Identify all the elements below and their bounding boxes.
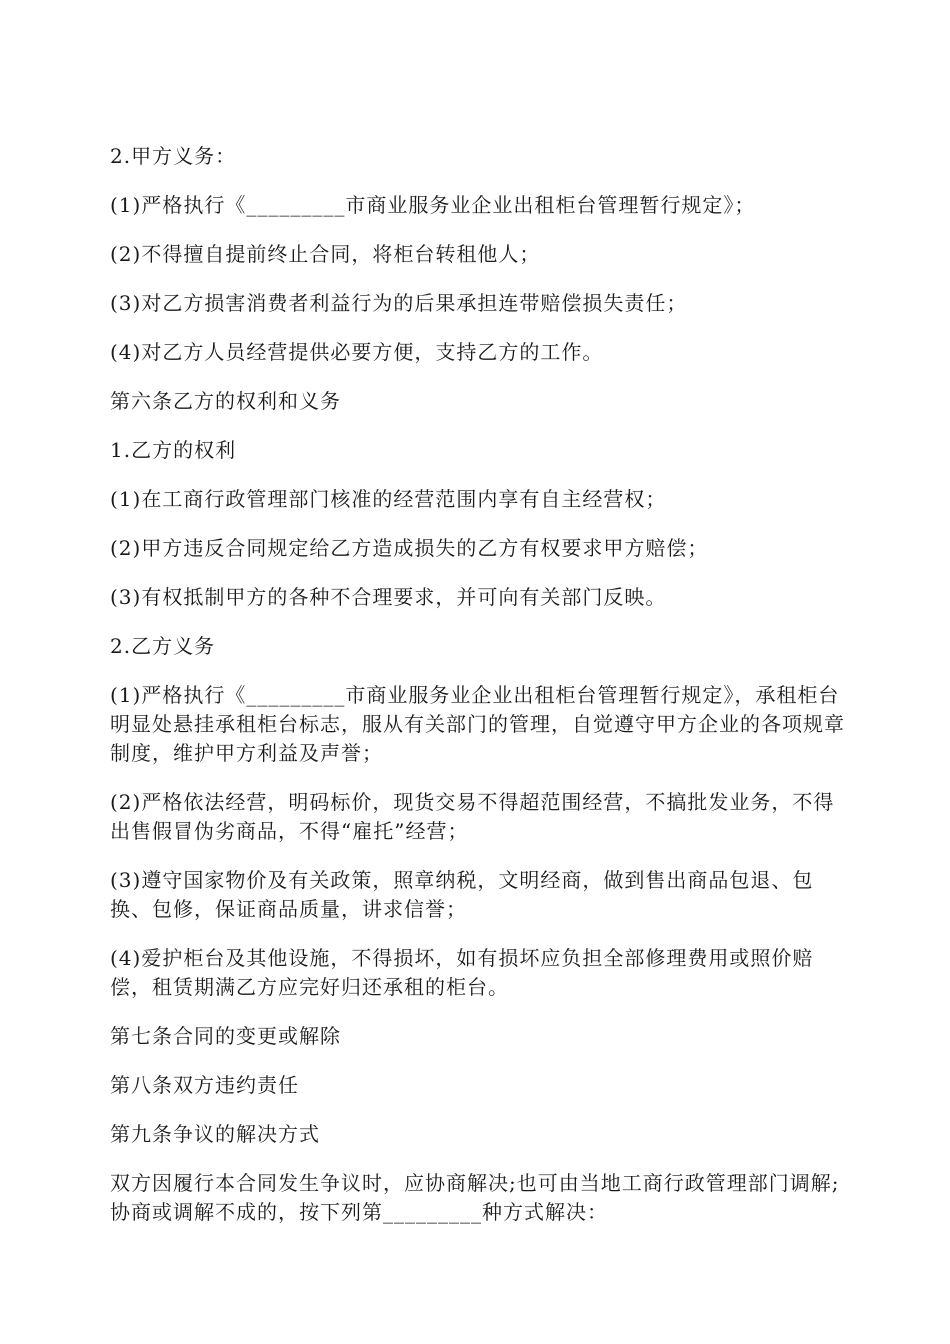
paragraph-dispute-resolution: 双方因履行本合同发生争议时，应协商解决;也可由当地工商行政管理部门调解;协商或调解不成的，按下列第_________种方式解决： [110, 1171, 840, 1224]
article-8-heading: 第八条双方违约责任 [110, 1073, 299, 1097]
paragraph-party-b-right-2: (2)甲方违反合同规定给乙方造成损失的乙方有权要求甲方赔偿； [110, 536, 709, 560]
paragraph-party-a-obligation-4: (4)对乙方人员经营提供必要方便，支持乙方的工作。 [110, 340, 604, 364]
paragraph-party-b-obligations-heading: 2.乙方义务 [110, 634, 216, 658]
paragraph-party-b-rights-heading: 1.乙方的权利 [110, 438, 237, 462]
paragraph-party-a-obligations-heading: 2.甲方义务： [110, 144, 237, 168]
paragraph-party-b-right-3: (3)有权抵制甲方的各种不合理要求，并可向有关部门反映。 [110, 585, 667, 609]
article-6-heading: 第六条乙方的权利和义务 [110, 389, 341, 413]
paragraph-party-a-obligation-2: (2)不得擅自提前终止合同，将柜台转租他人； [110, 242, 541, 266]
paragraph-party-a-obligation-1: (1)严格执行《_________市商业服务业企业出租柜台管理暂行规定》； [110, 193, 756, 217]
article-9-heading: 第九条争议的解决方式 [110, 1122, 320, 1146]
article-7-heading: 第七条合同的变更或解除 [110, 1024, 341, 1048]
paragraph-party-a-obligation-3: (3)对乙方损害消费者利益行为的后果承担连带赔偿损失责任； [110, 291, 688, 315]
document-body [110, 142, 845, 1247]
paragraph-party-b-obligation-1: (1)严格执行《_________市商业服务业企业出租柜台管理暂行规定》，承租柜台明显处悬挂承租柜台标志，服从有关部门的管理，自觉遵守甲方企业的各项规章制度，维护甲方利益及声誉； [110, 683, 845, 765]
paragraph-party-b-right-1: (1)在工商行政管理部门核准的经营范围内享有自主经营权； [110, 487, 667, 511]
paragraph-party-b-obligation-2: (2)严格依法经营，明码标价，现货交易不得超范围经营，不搞批发业务，不得出售假冒伪劣商品，不得“雇托”经营； [110, 790, 835, 843]
paragraph-party-b-obligation-4: (4)爱护柜台及其他设施，不得损坏，如有损坏应负担全部修理费用或照价赔偿，租赁期满乙方应完好归还承租的柜台。 [110, 946, 814, 999]
paragraph-party-b-obligation-3: (3)遵守国家物价及有关政策，照章纳税，文明经商，做到售出商品包退、包换、包修，保证商品质量，讲求信誉； [110, 868, 814, 921]
